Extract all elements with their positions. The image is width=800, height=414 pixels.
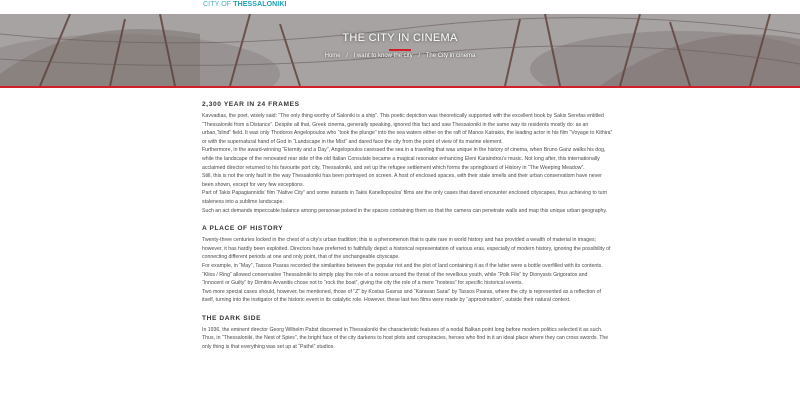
title-underline <box>389 49 411 51</box>
breadcrumb-home[interactable]: Home <box>324 53 341 59</box>
logo-prefix: CITY OF <box>203 1 234 8</box>
paragraph: “Innocent or Guilty” by Dimitris Arvanitis chose not to “rock the boat”, giving the city the role of a mere “hostess” for specific historical events. <box>202 280 523 287</box>
paragraph: Furthermore, in the award-winning “Eternity and a Day”, Angelopoulos caressed the sea in a traveling that was unique in the history of cinema, when Bruno Ganz walks his dog, while the landscape of the renovated rear side of the old Italian Consulate became a magical resonator enhancing Eleni Karaindrou's music. Not long after, this internationally acclaimed director returned to his favourite port city, Thessaloniki, and set up the refugee settlement which forms the springboard of History in “The Weeping Meadow”. <box>202 147 606 171</box>
breadcrumb-know-the-city[interactable]: I want to know the city <box>353 53 413 59</box>
breadcrumb-separator: / <box>418 53 421 59</box>
paragraph: Twenty-three centuries locked in the chest of a city's urban tradition; this is a phenomenon that is quite rare in world history and has provided a wealth of material in images; however, it has hardly been exploited. Directors have preferred to faithfully depict a historical representation of various eras, especially of modern history, ignoring the possibility of connecting different periods at one and only point, that of the unchangeable cityscape. <box>202 237 611 261</box>
article-section <box>202 224 613 305</box>
breadcrumb-current: The City in cinema <box>425 53 476 59</box>
breadcrumb-separator: / <box>346 53 348 59</box>
hero-banner <box>0 14 800 86</box>
section-heading: A PLACE OF HISTORY <box>202 225 284 233</box>
article-content <box>202 100 613 361</box>
paragraph: Still, this is not the only fault in the way Thessaloniki has been portrayed on screen. A host of enclosed spaces, with their stale smells and their urban conservatism have never been shown, except for very few exceptions. <box>202 173 602 188</box>
article-section <box>202 314 613 352</box>
site-logo[interactable] <box>203 0 287 9</box>
section-heading: THE DARK SIDE <box>202 314 262 322</box>
paragraph: Kavvadias, the poet, wisely said: “The only thing worthy of Saloniki is a ship”. This poetic depiction was theoretically supported with the excellent book by Sakis Serefas entitled “Thessaloniki from a Distance”. Despite all that, Greek cinema, generally speaking, ignored this fact and saw Thessaloniki in the same way its residents mostly do: as an urban,“blind” field. It was only Thodoros Angelopoulos who “took the plunge” into the sea waters either on the raft of Manos Katrakis, the leading actor in his film “Voyage to Kithira” or with the supernatural hand of God in “Landscape in the Mist” and dared face the city from the point of view of its marine element. <box>202 113 613 145</box>
hero-accent-line <box>0 86 800 88</box>
paragraph: Two more special cases should, however, be mentioned, those of “Z” by Kostas Gavras and “Karavan Sarai” by Tassos Psaras, where the city is represented as a reflection of itself, turning into the instigator of the historic event in its catalytic role. However, these last two films were made by “approximation”, outside their natural context. <box>202 288 601 304</box>
article-section <box>202 100 613 215</box>
breadcrumb <box>0 53 800 59</box>
top-header <box>0 0 800 14</box>
paragraph: For example, in “May”, Tassos Psaras recorded the similarities between the popular riot and the plot of land containing it as if the latter were a bottle overfilled with its contents. “Klios / Ring” allowed conservative Thessaloniki to simply play the role of a noose around the throat of the revellious youth, while “Polk File” by Dionyssis Grigoratos and <box>202 262 603 278</box>
section-heading: 2,300 YEAR IN 24 FRAMES <box>202 101 300 108</box>
paragraph: Such an act demands impeccable balance among personae poised in the spaces containing them so that the camera can penetrate walls and map this unique urban geography. <box>202 207 608 214</box>
page-title: THE CITY IN CINEMA <box>342 32 458 44</box>
paragraph: Part of Takis Papagiannidis' film “Native City” and some instants in Takis Kanellopoulos' films are the only cases that dared encounter enclosed cityscapes, thus achieving to turn staleness into a sublime landscape. <box>202 190 608 205</box>
paragraph: In 1936, the eminent director Georg Wilhelm Pabst discerned in Thessaloniki the characteristic features of a nodal Balkan point long before modern politics selected it as such. Thus, in “Thessaloniki, the Nest of Spies”, the bright face of the city darkens to host plots and conspiracies, heroes who find in it an ideal place where they can cross swords. The only thing is that everything was set up at “Pathé” studios. <box>202 326 609 351</box>
logo-brand: THESSALONIKI <box>233 1 287 8</box>
